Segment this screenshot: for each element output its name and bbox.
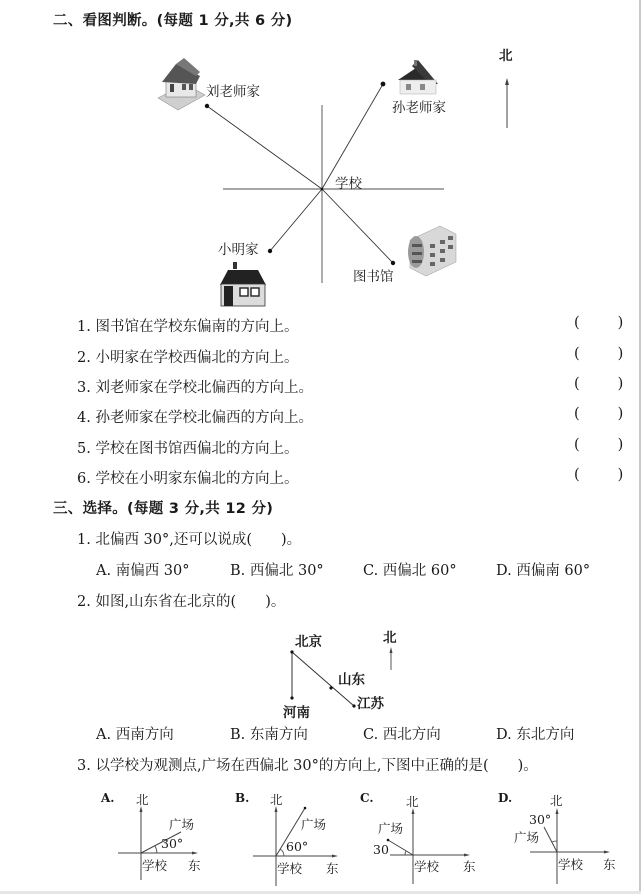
figure-a-target: 广场 [169, 817, 195, 832]
figure-d-east: 东 [603, 857, 616, 872]
figure-a-north: 北 [136, 792, 149, 807]
figure-b-letter[interactable]: B. [235, 791, 250, 805]
place-label-library: 图书馆 [353, 269, 394, 285]
answer-blank-2[interactable]: ( ) [574, 346, 624, 362]
figure-c-origin: 学校 [414, 859, 440, 874]
choice-question-3: 3. 以学校为观测点,广场在西偏北 30°的方向上,下图中正确的是( )。 [77, 758, 538, 774]
judge-question-5: 5. 学校在图书馆西偏北的方向上。 [77, 441, 299, 457]
q1-option-b[interactable]: B. 西偏北 30° [230, 563, 324, 579]
q2-option-b[interactable]: B. 东南方向 [230, 727, 308, 743]
q2-option-d[interactable]: D. 东北方向 [496, 727, 575, 743]
label-beijing: 北京 [295, 634, 322, 650]
figure-b-target: 广场 [301, 817, 327, 832]
place-label-xiaoming: 小明家 [218, 242, 259, 258]
figure-c-target: 广场 [378, 821, 404, 836]
figure-c-east: 东 [463, 859, 476, 874]
section-2-title: 二、看图判断。(每题 1 分,共 6 分) [53, 13, 293, 29]
north-label: 北 [499, 48, 513, 64]
figure-a-origin: 学校 [142, 858, 168, 873]
judge-question-1: 1. 图书馆在学校东偏南的方向上。 [77, 319, 299, 335]
figure-a-letter[interactable]: A. [101, 791, 115, 805]
place-label-liu: 刘老师家 [206, 84, 260, 100]
figure-d-north: 北 [550, 793, 563, 808]
figure-b-north: 北 [270, 792, 283, 807]
judge-question-3: 3. 刘老师家在学校北偏西的方向上。 [77, 380, 313, 396]
judge-question-6: 6. 学校在小明家东偏北的方向上。 [77, 471, 299, 487]
label-shandong: 山东 [338, 672, 365, 688]
choice-question-1: 1. 北偏西 30°,还可以说成( )。 [77, 532, 302, 548]
q1-option-a[interactable]: A. 南偏西 30° [96, 563, 190, 579]
figure-c-angle: 30 [373, 842, 389, 857]
place-label-sun: 孙老师家 [392, 100, 446, 116]
judge-question-4: 4. 孙老师家在学校北偏西的方向上。 [77, 410, 313, 426]
figure-a-angle: 30° [161, 836, 184, 851]
q1-option-c[interactable]: C. 西偏北 60° [363, 563, 457, 579]
answer-blank-6[interactable]: ( ) [574, 467, 624, 483]
figure-d-origin: 学校 [558, 857, 584, 872]
answer-blank-1[interactable]: ( ) [574, 315, 624, 331]
figure-b-origin: 学校 [277, 861, 303, 876]
figure-b-angle: 60° [286, 839, 309, 854]
figure-d-target: 广场 [514, 830, 540, 845]
q2-option-a[interactable]: A. 西南方向 [96, 727, 174, 743]
choice-question-2: 2. 如图,山东省在北京的( )。 [77, 594, 286, 610]
q2-option-c[interactable]: C. 西北方向 [363, 727, 441, 743]
label-north-q2: 北 [383, 630, 397, 646]
figure-d-letter[interactable]: D. [498, 791, 513, 805]
figure-a-east: 东 [188, 858, 201, 873]
section-3-title: 三、选择。(每题 3 分,共 12 分) [53, 501, 274, 517]
label-jiangsu: 江苏 [357, 696, 384, 712]
answer-blank-5[interactable]: ( ) [574, 437, 624, 453]
center-label-school: 学校 [335, 176, 362, 192]
q1-option-d[interactable]: D. 西偏南 60° [496, 563, 591, 579]
label-henan: 河南 [283, 705, 310, 721]
answer-blank-4[interactable]: ( ) [574, 406, 624, 422]
figure-c-north: 北 [406, 794, 419, 809]
figure-c-letter[interactable]: C. [360, 791, 374, 805]
judge-question-2: 2. 小明家在学校西偏北的方向上。 [77, 350, 299, 366]
answer-blank-3[interactable]: ( ) [574, 376, 624, 392]
figure-d-angle: 30° [529, 812, 552, 827]
figure-b-east: 东 [326, 861, 339, 876]
